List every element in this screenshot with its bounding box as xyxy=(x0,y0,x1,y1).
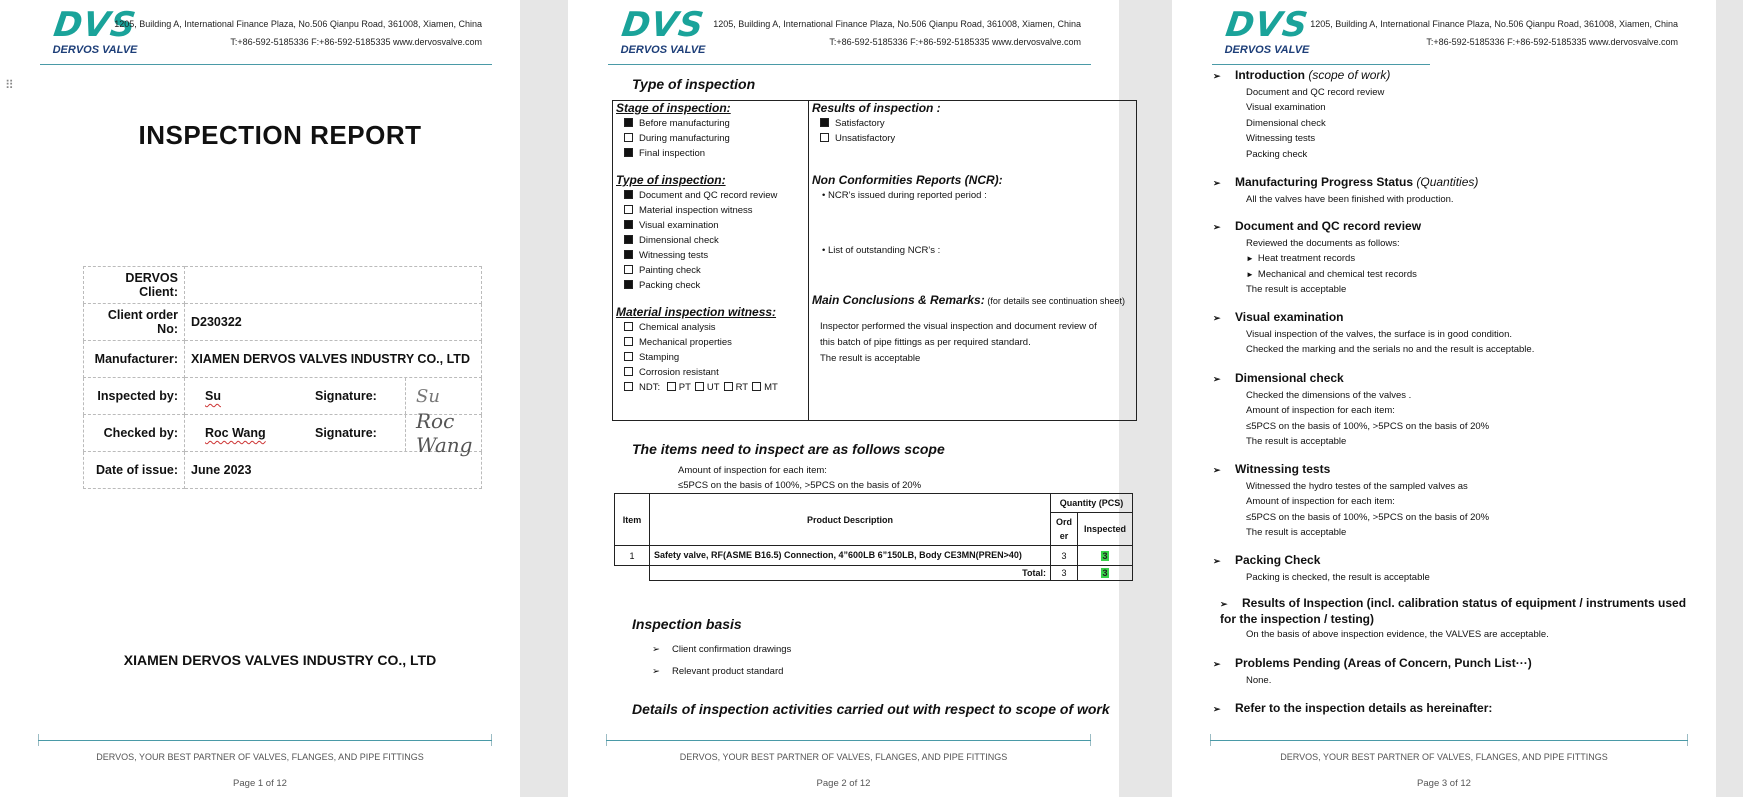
section-heading xyxy=(1213,310,1534,327)
checklist-item xyxy=(616,365,806,380)
total-inspected xyxy=(1078,566,1133,581)
stage-title: Stage of inspection: xyxy=(616,101,731,115)
wit-text: The result is acceptable xyxy=(1246,527,1347,538)
company-name: XIAMEN DERVOS VALVES INDUSTRY CO., LTD xyxy=(123,652,437,668)
logo-text: DERVOS VALVE xyxy=(620,44,706,56)
items-heading: The items need to inspect are as follows scope xyxy=(632,441,945,457)
highlighted-value: 3 xyxy=(1102,568,1108,578)
list-item xyxy=(652,642,791,658)
manufacturer-label: Manufacturer: xyxy=(84,341,185,378)
ncr-title: Non Conformities Reports (NCR): xyxy=(812,173,1003,187)
col-order: Ord er xyxy=(1051,513,1078,546)
logo-mark: DVS xyxy=(619,5,707,45)
triangle-bullet-icon: ► xyxy=(1246,254,1254,263)
signature-label: Signature: xyxy=(315,389,377,403)
order-value[interactable]: D230322 xyxy=(185,304,482,341)
signature-label: Signature: xyxy=(315,426,377,440)
signature-image: Su xyxy=(405,378,481,414)
table-row xyxy=(615,546,1133,566)
checkbox[interactable] xyxy=(624,352,633,361)
material-list xyxy=(616,320,806,380)
dim-text: Checked the dimensions of the valves . xyxy=(1246,389,1412,401)
results-text: On the basis of above inspection evidence, the VALVES are acceptable. xyxy=(1246,629,1549,640)
dervos-logo xyxy=(1212,5,1322,56)
checklist-item xyxy=(616,188,806,203)
arrow-icon: ➢ xyxy=(1213,313,1221,323)
basis-list xyxy=(652,642,791,680)
table-row xyxy=(84,304,482,341)
ndt-option-label: RT xyxy=(735,382,749,393)
header-address xyxy=(713,15,1081,51)
checkbox[interactable] xyxy=(624,220,633,229)
problems-title: Problems Pending (Areas of Concern, Punch List···) xyxy=(1235,656,1532,670)
cell-item: 1 xyxy=(615,546,650,566)
ndt-checkbox[interactable] xyxy=(624,382,633,391)
basis-heading: Inspection basis xyxy=(632,616,742,632)
checkbox[interactable] xyxy=(624,337,633,346)
checkbox[interactable] xyxy=(624,250,633,259)
type-list xyxy=(616,188,806,293)
logo-text: DERVOS VALVE xyxy=(1224,44,1310,56)
page-1 xyxy=(0,0,520,797)
conclusions-title-row xyxy=(812,293,1132,309)
amount-line: Amount of inspection for each item: xyxy=(678,465,827,476)
checklist-label: Document and QC record review xyxy=(639,190,778,201)
checklist-label: Painting check xyxy=(639,265,701,276)
client-value[interactable] xyxy=(185,267,482,304)
cell-desc: Safety valve, RF(ASME B16.5) Connection, 4”600LB 6”150LB, Body CE3MN(PREN>40) xyxy=(650,546,1051,566)
report-title: INSPECTION REPORT xyxy=(138,120,422,150)
table-row xyxy=(84,267,482,304)
checkbox[interactable] xyxy=(624,190,633,199)
inspected-label: Inspected by: xyxy=(84,378,185,415)
address-line: 1205, Building A, International Finance Plaza, No.506 Qianpu Road, 361008, Xiamen, China xyxy=(114,19,482,29)
section-heading xyxy=(1213,371,1489,388)
intro-note: (scope of work) xyxy=(1308,68,1391,82)
header-address xyxy=(1310,15,1678,51)
checklist-label: Stamping xyxy=(639,352,680,363)
conclusions-text xyxy=(812,319,1132,367)
progress-title: Manufacturing Progress Status xyxy=(1235,175,1414,189)
checklist-label: Dimensional check xyxy=(639,235,719,246)
inspection-type-box xyxy=(612,100,1137,421)
checklist-label: Unsatisfactory xyxy=(835,133,896,144)
checklist-label: Visual examination xyxy=(639,220,719,231)
refer-title: Refer to the inspection details as hereinafter: xyxy=(1235,701,1493,715)
section-problems xyxy=(1213,656,1532,688)
checklist-item xyxy=(616,335,806,350)
page-header xyxy=(0,0,520,70)
ndt-label: NDT: xyxy=(639,382,661,393)
doc-text: Reviewed the documents as follows: xyxy=(1246,237,1400,249)
amount-note xyxy=(678,463,921,493)
section-progress xyxy=(1213,175,1479,207)
checked-label: Checked by: xyxy=(84,415,185,452)
conclusions-note: (for details see continuation sheet) xyxy=(987,296,1125,306)
table-row xyxy=(84,452,482,489)
arrow-icon: ➢ xyxy=(1213,465,1221,475)
dim-text: ≤5PCS on the basis of 100%, >5PCS on the basis of 20% xyxy=(1246,420,1490,432)
doc-bullet: Mechanical and chemical test records xyxy=(1257,268,1417,280)
basis-item: Client confirmation drawings xyxy=(671,644,792,655)
doc-title: Document and QC record review xyxy=(1235,219,1422,233)
col-item: Item xyxy=(615,494,650,546)
logo-text: DERVOS VALVE xyxy=(52,44,138,56)
arrow-icon: ➢ xyxy=(1213,374,1221,384)
amount-line: ≤5PCS on the basis of 100%, >5PCS on the basis of 20% xyxy=(678,480,922,491)
contact-line: T:+86-592-5185336 F:+86-592-5185335 www.dervosvalve.com xyxy=(230,37,482,47)
footer-rule xyxy=(38,740,492,741)
dim-title: Dimensional check xyxy=(1235,371,1344,385)
page-header xyxy=(1172,0,1716,70)
checklist-label: Final inspection xyxy=(639,148,706,159)
conclusion-line: this batch of pipe fittings as per required standard. xyxy=(820,337,1031,348)
page-number: Page 2 of 12 xyxy=(816,778,871,789)
address-line: 1205, Building A, International Finance Plaza, No.506 Qianpu Road, 361008, Xiamen, China xyxy=(713,19,1081,29)
col-inspected: Inspected xyxy=(1078,513,1133,546)
section-heading xyxy=(1213,219,1421,236)
arrow-icon: ➢ xyxy=(1213,659,1221,669)
footer-rule xyxy=(606,740,1091,741)
conclusions-title: Main Conclusions & Remarks: xyxy=(812,293,985,307)
cell-order: 3 xyxy=(1051,546,1078,566)
doc-bullet: Heat treatment records xyxy=(1257,253,1356,264)
list-item: Dimensional check xyxy=(1246,117,1326,129)
checklist-label: Chemical analysis xyxy=(639,322,716,333)
logo-mark: DVS xyxy=(51,5,139,45)
material-title: Material inspection witness: xyxy=(616,305,777,319)
report-info-table xyxy=(83,266,482,489)
checkbox[interactable] xyxy=(624,118,633,127)
section-heading xyxy=(1220,596,1690,627)
page-number: Page 1 of 12 xyxy=(233,778,287,789)
progress-note: (Quantities) xyxy=(1416,175,1479,189)
client-label: DERVOS Client: xyxy=(84,267,185,304)
wit-text: ≤5PCS on the basis of 100%, >5PCS on the basis of 20% xyxy=(1246,511,1490,523)
checklist-label: Satisfactory xyxy=(835,118,885,129)
box-divider xyxy=(808,101,809,420)
type-title: Type of inspection: xyxy=(616,173,726,187)
checklist-item xyxy=(616,350,806,365)
inspected-value[interactable]: Su xyxy=(205,389,221,403)
table-header-row xyxy=(615,494,1133,513)
ndt-options xyxy=(663,382,778,393)
ncr-issued-text: NCR’s issued during reported period : xyxy=(827,190,987,201)
list-item: Packing check xyxy=(1246,148,1308,160)
col-qty: Quantity (PCS) xyxy=(1051,494,1133,513)
footer-rule xyxy=(1210,740,1688,741)
results-title: Results of inspection : xyxy=(812,101,941,115)
arrow-icon: ➢ xyxy=(652,666,660,677)
section-heading xyxy=(1213,656,1532,673)
arrow-icon: ➢ xyxy=(1213,222,1221,232)
checklist-item xyxy=(616,233,806,248)
checkbox[interactable] xyxy=(624,280,633,289)
date-label: Date of issue: xyxy=(84,452,185,489)
intro-list xyxy=(1238,85,1390,163)
checkbox[interactable] xyxy=(820,133,829,142)
list-item xyxy=(652,664,791,680)
checkbox[interactable] xyxy=(624,367,633,376)
header-rule xyxy=(40,64,492,65)
visual-title: Visual examination xyxy=(1235,310,1344,324)
list-item: Witnessing tests xyxy=(1246,133,1316,144)
type-heading: Type of inspection xyxy=(632,76,756,92)
footer-slogan: DERVOS, YOUR BEST PARTNER OF VALVES, FLANGES, AND PIPE FITTINGS xyxy=(679,752,1008,762)
checklist-item xyxy=(616,320,806,335)
conclusion-line: The result is acceptable xyxy=(820,353,921,364)
page-2 xyxy=(568,0,1126,797)
empty-cell xyxy=(615,566,650,581)
address-line: 1205, Building A, International Finance Plaza, No.506 Qianpu Road, 361008, Xiamen, China xyxy=(1310,19,1678,29)
section-heading xyxy=(1213,68,1390,85)
highlighted-value: 3 xyxy=(1102,550,1108,561)
logo-mark: DVS xyxy=(1223,5,1311,45)
header-address xyxy=(114,15,482,51)
page-3 xyxy=(1172,0,1716,797)
table-row xyxy=(84,415,482,452)
list-item xyxy=(1238,267,1421,283)
visual-text: Checked the marking and the serials no and the result is acceptable. xyxy=(1246,344,1535,355)
manufacturer-value[interactable]: XIAMEN DERVOS VALVES INDUSTRY CO., LTD xyxy=(185,341,482,378)
checked-value[interactable]: Roc Wang xyxy=(205,426,266,440)
checklist-item xyxy=(616,278,806,293)
section-heading xyxy=(1213,701,1492,718)
header-rule xyxy=(608,64,1091,65)
page-header xyxy=(568,0,1119,70)
ndt-option-checkbox[interactable] xyxy=(752,382,761,391)
checklist-item xyxy=(616,116,806,131)
wit-text: Witnessed the hydro testes of the sampled valves as xyxy=(1246,480,1468,492)
checkbox[interactable] xyxy=(624,133,633,142)
ncr-item: • NCR’s issued during reported period : xyxy=(822,190,987,201)
section-visual xyxy=(1213,310,1535,358)
checklist-item xyxy=(616,146,806,161)
signature-image: Roc Wang xyxy=(405,415,481,451)
arrow-icon: ➢ xyxy=(1213,178,1221,188)
checklist-label: Corrosion resistant xyxy=(639,367,719,378)
checklist-item xyxy=(616,218,806,233)
arrow-icon: ➢ xyxy=(1213,71,1221,81)
checklist-item xyxy=(812,131,1132,146)
header-rule xyxy=(1212,64,1430,65)
arrow-icon: ➢ xyxy=(652,644,660,655)
basis-item: Relevant product standard xyxy=(671,666,784,677)
table-row xyxy=(615,566,1133,581)
items-table xyxy=(614,493,1133,581)
ndt-option-label: PT xyxy=(678,382,691,393)
ndt-row xyxy=(616,380,806,395)
results-list xyxy=(812,116,1132,146)
dim-text: The result is acceptable xyxy=(1246,436,1347,447)
problems-text: None. xyxy=(1246,674,1272,686)
checklist-label: Mechanical properties xyxy=(639,337,732,348)
checklist-label: Witnessing tests xyxy=(639,250,709,261)
total-label: Total: xyxy=(650,566,1051,581)
visual-text: Visual inspection of the valves, the surface is in good condition. xyxy=(1246,328,1512,340)
contact-line: T:+86-592-5185336 F:+86-592-5185335 www.dervosvalve.com xyxy=(829,37,1081,47)
stage-list xyxy=(616,116,806,161)
triangle-bullet-icon: ► xyxy=(1246,269,1254,279)
checkbox[interactable] xyxy=(624,322,633,331)
footer-slogan: DERVOS, YOUR BEST PARTNER OF VALVES, FLANGES, AND PIPE FITTINGS xyxy=(96,752,424,762)
checkbox[interactable] xyxy=(624,235,633,244)
dim-text: Amount of inspection for each item: xyxy=(1246,405,1395,416)
list-item: Visual examination xyxy=(1246,102,1326,113)
table-drag-handle-icon[interactable]: ⠿ xyxy=(5,78,15,92)
dervos-logo xyxy=(608,5,718,56)
conclusion-line: Inspector performed the visual inspection and document review of xyxy=(820,321,1097,332)
date-value[interactable]: June 2023 xyxy=(185,452,482,489)
section-heading xyxy=(1213,553,1430,570)
checklist-item xyxy=(812,116,1132,131)
col-desc: Product Description xyxy=(650,494,1051,546)
section-introduction xyxy=(1213,68,1391,162)
checked-cell xyxy=(185,409,482,457)
pack-title: Packing Check xyxy=(1235,553,1321,567)
total-order: 3 xyxy=(1051,566,1078,581)
right-column xyxy=(812,101,1132,367)
section-refer xyxy=(1213,701,1493,718)
details-heading: Details of inspection activities carried out with respect to scope of work xyxy=(632,701,1110,717)
wit-text: Amount of inspection for each item: xyxy=(1246,496,1395,507)
section-witnessing xyxy=(1213,462,1490,541)
arrow-icon: ➢ xyxy=(1213,556,1221,566)
checkbox[interactable] xyxy=(624,205,633,214)
doc-result: The result is acceptable xyxy=(1246,284,1347,295)
cell-inspected xyxy=(1078,546,1133,566)
checklist-item xyxy=(616,131,806,146)
section-heading xyxy=(1213,462,1489,479)
section-heading xyxy=(1213,175,1478,192)
list-item: Document and QC record review xyxy=(1246,86,1385,98)
contact-line: T:+86-592-5185336 F:+86-592-5185335 www.dervosvalve.com xyxy=(1426,37,1678,47)
ncr-outstanding-text: List of outstanding NCR’s : xyxy=(827,245,941,256)
ndt-option-checkbox[interactable] xyxy=(724,382,733,391)
section-document-review xyxy=(1213,219,1422,298)
section-dimensional xyxy=(1213,371,1490,450)
checkbox[interactable] xyxy=(820,118,829,127)
checklist-label: Packing check xyxy=(639,280,701,291)
section-packing xyxy=(1213,553,1430,585)
results-title: Results of Inspection (incl. calibration status of equipment / instruments used for the inspection / testing) xyxy=(1220,596,1687,626)
checklist-label: Before manufacturing xyxy=(639,118,730,129)
wit-title: Witnessing tests xyxy=(1235,462,1331,476)
left-column xyxy=(616,101,806,395)
checklist-label: During manufacturing xyxy=(639,133,730,144)
checklist-item xyxy=(616,248,806,263)
ndt-option-label: MT xyxy=(764,382,778,393)
list-item xyxy=(1238,251,1421,267)
checkbox[interactable] xyxy=(624,148,633,157)
order-label: Client order No: xyxy=(84,304,185,341)
progress-text: All the valves have been finished with production. xyxy=(1246,193,1454,205)
ndt-option-checkbox[interactable] xyxy=(695,382,704,391)
page-number: Page 3 of 12 xyxy=(1417,778,1471,789)
ndt-option-checkbox[interactable] xyxy=(667,382,676,391)
ncr-item: • List of outstanding NCR’s : xyxy=(822,245,941,256)
intro-title: Introduction xyxy=(1235,68,1305,82)
checklist-label: Material inspection witness xyxy=(639,205,753,216)
checklist-item xyxy=(616,203,806,218)
footer-slogan: DERVOS, YOUR BEST PARTNER OF VALVES, FLANGES, AND PIPE FITTINGS xyxy=(1280,752,1608,762)
pack-text: Packing is checked, the result is acceptable xyxy=(1246,571,1430,583)
checklist-item xyxy=(616,263,806,278)
ndt-option-label: UT xyxy=(706,382,720,393)
checkbox[interactable] xyxy=(624,265,633,274)
section-results xyxy=(1220,596,1690,643)
arrow-icon: ➢ xyxy=(1213,704,1221,714)
arrow-icon: ➢ xyxy=(1220,599,1228,609)
table-row xyxy=(84,341,482,378)
